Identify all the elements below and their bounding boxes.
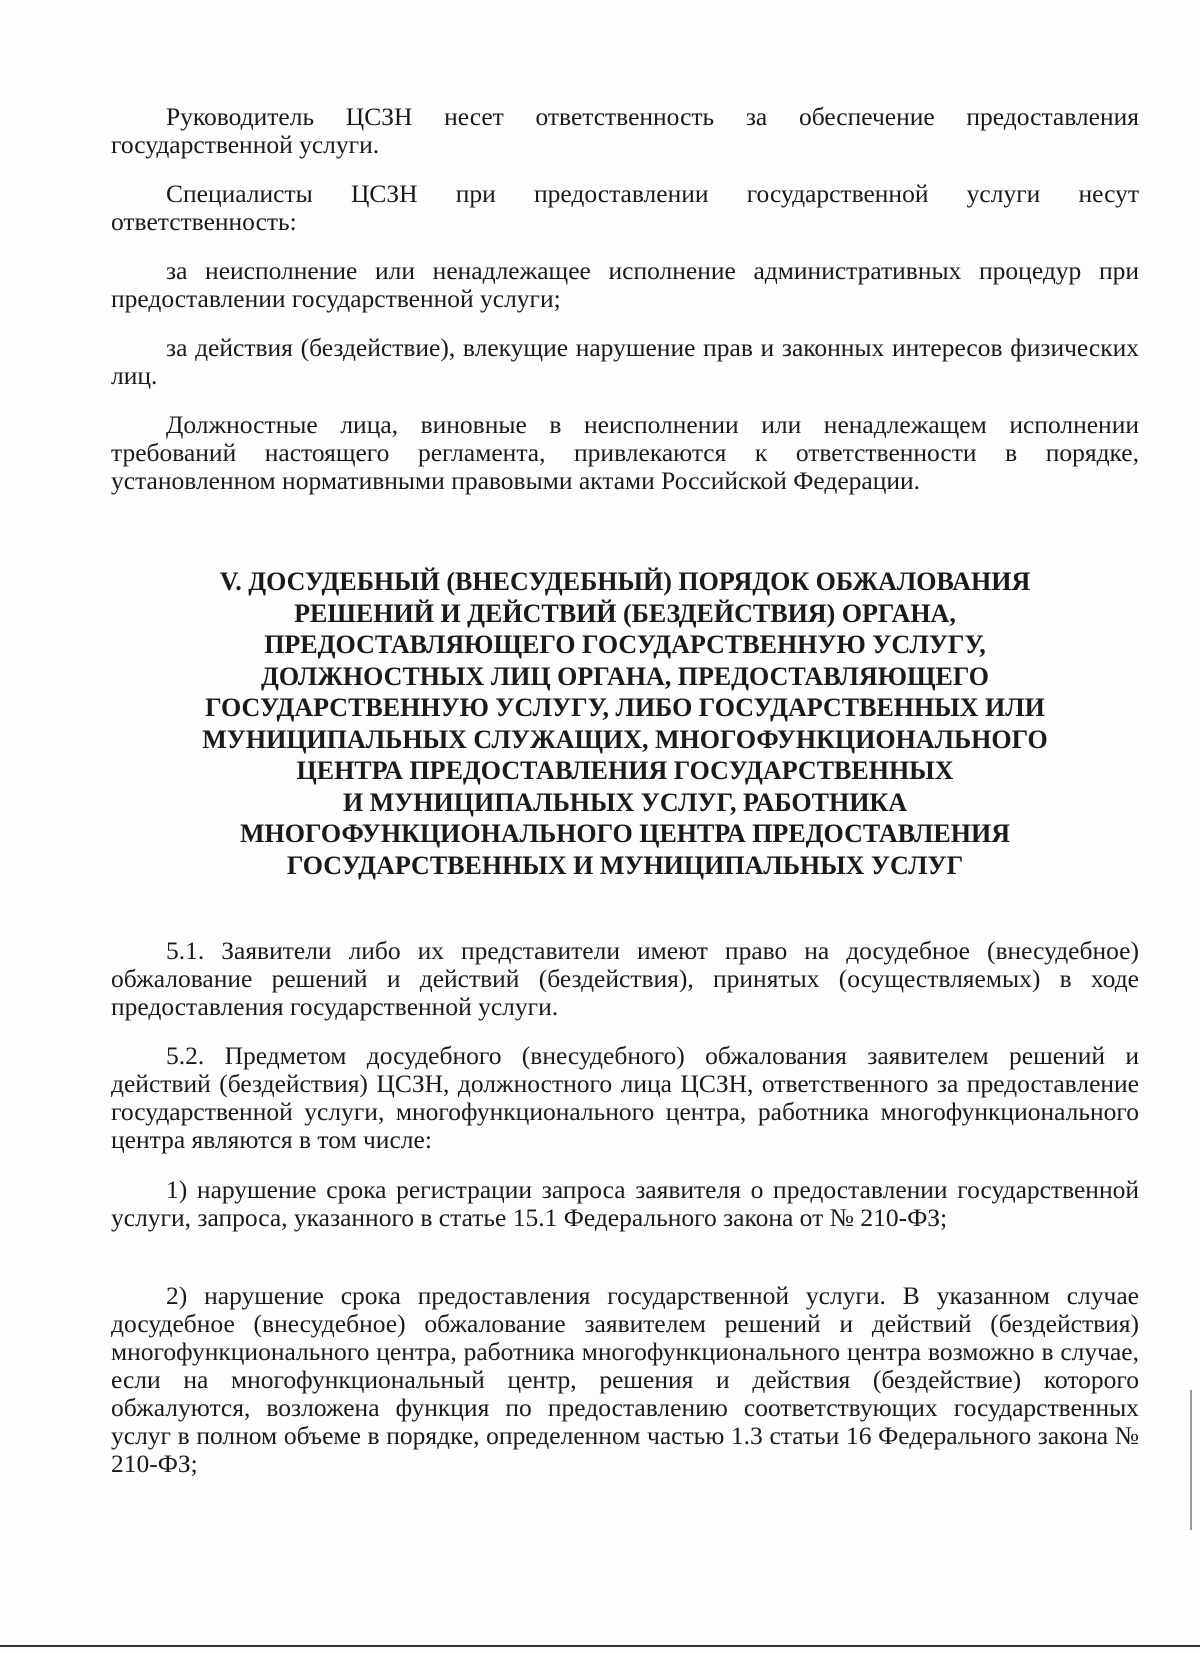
paragraph-5-1: 5.1. Заявители либо их представители имеют право на досудебное (внесудебное) обжалование решений и действий (бездействия), принятых (осуществляемых) в ходе предоставления государственной услуги.: [111, 936, 1139, 1021]
section-heading-line: И МУНИЦИПАЛЬНЫХ УСЛУГ, РАБОТНИКА: [342, 787, 908, 817]
section-heading-line: МНОГОФУНКЦИОНАЛЬНОГО ЦЕНТРА ПРЕДОСТАВЛЕНИЯ: [240, 819, 1010, 848]
paragraph-actions-violations: за действия (бездействие), влекущие нарушение прав и законных интересов физических лиц.: [111, 333, 1139, 390]
paragraph-officials-liability: Должностные лица, виновные в неисполнении или ненадлежащем исполнении требований настоящего регламента, привлекаются к ответственности в порядке, установленном нормативными правовыми актами Российской Федерации.: [111, 410, 1139, 495]
section-heading-line: ПРЕДОСТАВЛЯЮЩЕГО ГОСУДАРСТВЕННУЮ УСЛУГУ,: [264, 630, 986, 659]
paragraph-specialists-responsibility: Специалисты ЦСЗН при предоставлении государственной услуги несут ответственность:: [111, 179, 1139, 236]
list-item-2: 2) нарушение срока предоставления государственной услуги. В указанном случае досудебное (внесудебное) обжалование заявителем решений и действий (бездействия) многофункционального центра, работника многофункционального центра возможно в случае, если на многофункциональный центр, решения и действия (бездействие) которого обжалуются, возложена функция по предоставлению соответствующих государственных услуг в полном объеме в порядке, определенном частью 1.3 статьи 16 Федерального закона № 210-ФЗ;: [111, 1281, 1139, 1478]
section-heading-line: ДОЛЖНОСТНЫХ ЛИЦ ОРГАНА, ПРЕДОСТАВЛЯЮЩЕГО: [261, 661, 989, 691]
section-heading-line: V. ДОСУДЕБНЫЙ (ВНЕСУДЕБНЫЙ) ПОРЯДОК ОБЖАЛОВАНИЯ: [219, 567, 1031, 596]
section-heading-line: ГОСУДАРСТВЕННЫХ И МУНИЦИПАЛЬНЫХ УСЛУГ: [286, 850, 964, 880]
section-heading-line: МУНИЦИПАЛЬНЫХ СЛУЖАЩИХ, МНОГОФУНКЦИОНАЛЬНОГО: [202, 724, 1048, 754]
scan-edge-mark: [1190, 1390, 1192, 1530]
paragraph-non-execution: за неисполнение или ненадлежащее исполнение административных процедур при предоставлении государственной услуги;: [111, 256, 1139, 313]
paragraph-head-responsibility: Руководитель ЦСЗН несет ответственность за обеспечение предоставления государственной услуги.: [111, 102, 1139, 159]
section-heading-line: ЦЕНТРА ПРЕДОСТАВЛЕНИЯ ГОСУДАРСТВЕННЫХ: [296, 756, 954, 785]
page-bottom-edge: [0, 1645, 1200, 1647]
section-heading: [111, 566, 1139, 881]
section-heading-line: РЕШЕНИЙ И ДЕЙСТВИЙ (БЕЗДЕЙСТВИЯ) ОРГАНА,: [294, 598, 956, 628]
paragraph-5-2: 5.2. Предметом досудебного (внесудебного) обжалования заявителем решений и действий (бездействия) ЦСЗН, должностного лица ЦСЗН, ответственного за предоставление государственной услуги, многофункционального центра, работника многофункционального центра являются в том числе:: [111, 1041, 1139, 1154]
section-heading-line: ГОСУДАРСТВЕННУЮ УСЛУГУ, ЛИБО ГОСУДАРСТВЕННЫХ ИЛИ: [205, 693, 1045, 722]
list-item-1: 1) нарушение срока регистрации запроса заявителя о предоставлении государственной услуги, запроса, указанного в статье 15.1 Федерального закона от № 210-ФЗ;: [111, 1175, 1139, 1232]
